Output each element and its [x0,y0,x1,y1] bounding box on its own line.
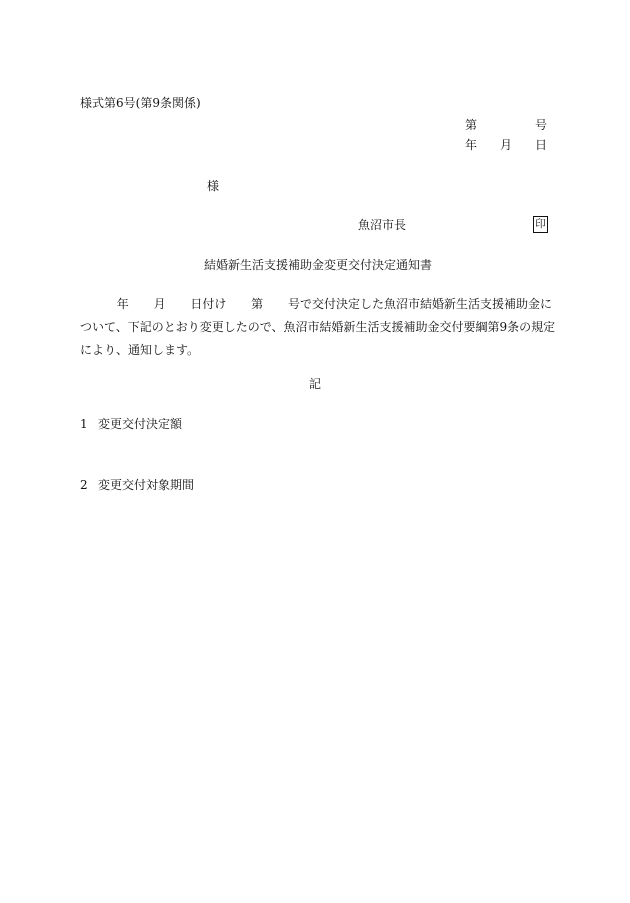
body-date-suffix: 日付け [190,297,227,311]
body-line3-text: により、通知します。 [80,343,200,357]
record-mark: 記 [309,377,322,391]
body-line-2 [80,316,556,339]
form-label: 様式第6号(第9条関係) [80,96,201,110]
body-line-3 [80,339,552,362]
reference-number-line [465,117,547,133]
body-dai: 第 [251,297,264,311]
body-line1-rest: 号で交付決定した魚沼市結婚新生活支援補助金に [287,297,552,311]
item-changed-grant-amount [80,416,182,432]
issuer-name: 魚沼市長 [358,218,407,232]
addressee-suffix: 様 [207,179,220,193]
date-month: 月 [499,138,512,152]
item-number: 1 [80,417,88,431]
item-changed-grant-period [80,477,194,493]
seal-mark: 印 [533,216,548,233]
issue-date-line [465,137,547,153]
document-title: 結婚新生活支援補助金変更交付決定通知書 [204,258,433,272]
body-year: 年 [116,297,129,311]
reference-go: 号 [534,118,547,132]
body-line-1 [80,293,552,316]
item-number: 2 [80,478,88,492]
date-year: 年 [465,138,478,152]
body-month: 月 [153,297,166,311]
date-day: 日 [534,138,547,152]
body-line2-text: ついて、下記のとおり変更したので、魚沼市結婚新生活支援補助金交付要綱第9条の規定 [80,320,556,334]
item-label: 変更交付対象期間 [98,478,195,492]
body-paragraph [80,293,556,362]
reference-dai: 第 [465,118,478,132]
item-label: 変更交付決定額 [98,417,183,431]
